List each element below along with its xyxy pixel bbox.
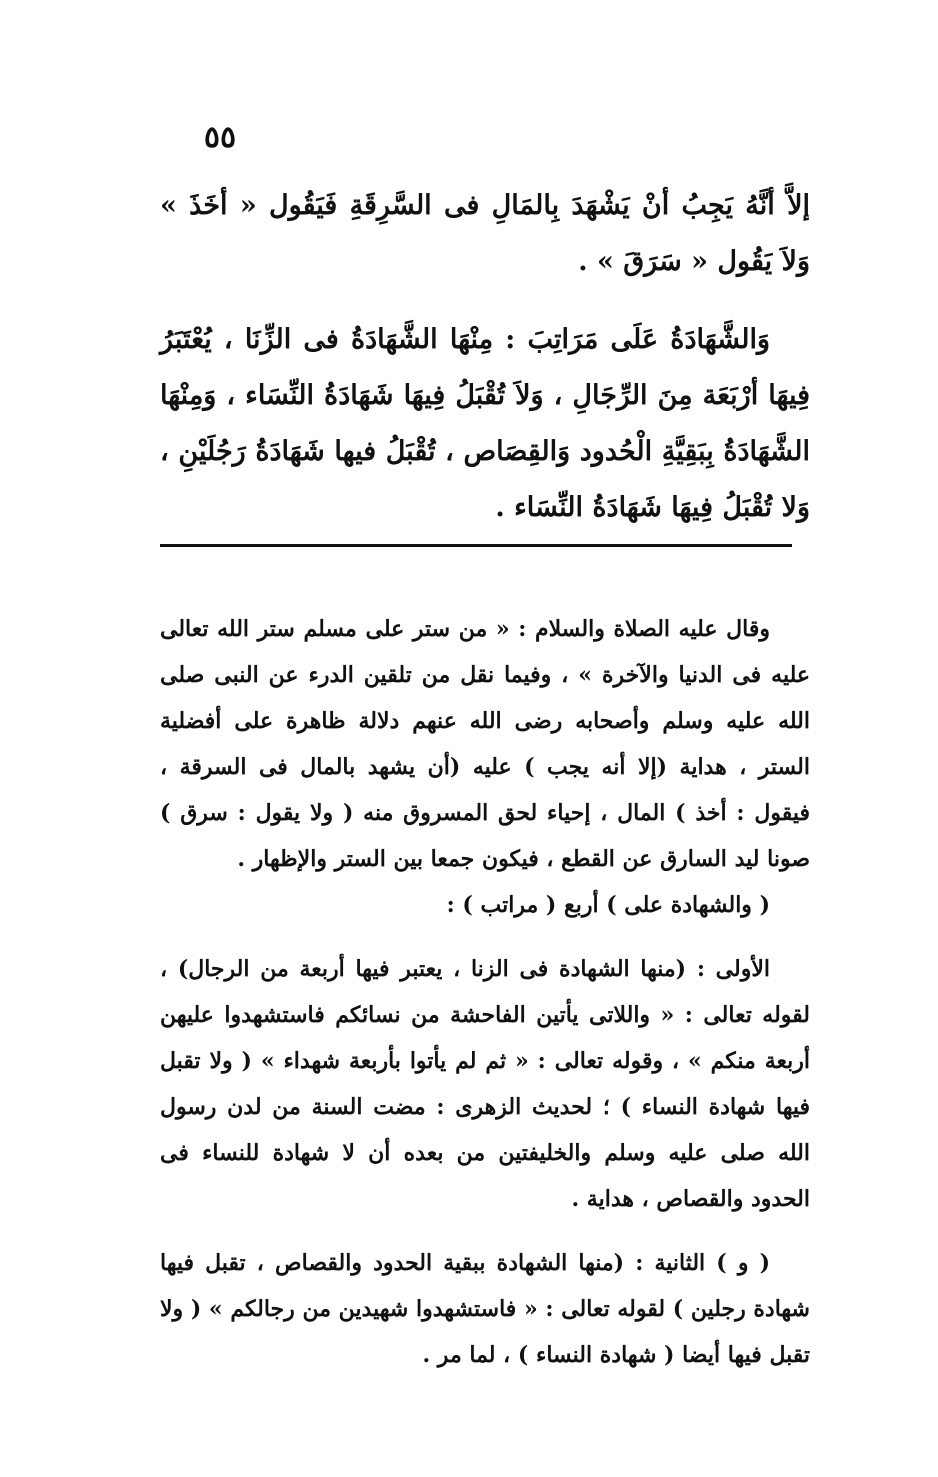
page-number: ٥٥ bbox=[203, 120, 237, 155]
commentary-paragraph-4: ( و ) الثانية : (منها الشهادة ببقية الحدود والقصاص ، تقبل فيها شهادة رجلين ) لقوله تعالى : « فاستشهدوا شهيدين من رجالكم » ( ولا تقبل فيها أيضا ( شهادة النساء ) ، لما مر . bbox=[160, 1250, 810, 1368]
commentary-block bbox=[160, 606, 810, 1378]
commentary-paragraph-2: ( والشهادة على ) أربع ( مراتب ) : bbox=[446, 892, 770, 918]
main-paragraph-2: وَالشَّهَادَةُ عَلَى مَرَاتِبَ : مِنْهَا الشَّهَادَةُ فى الزِّنَا ، يُعْتَبَرُ فِيهَا أرْبَعَة مِنَ الرِّجَالِ ، وَلاَ تُقْبَلُ فِيهَا شَهَادَةُ النِّسَاء ، وَمِنْهَا الشَّهَادَةُ بِبَقِيَّةِ الْحُدود وَالقِصَاص ، تُقْبَلُ فيها شَهَادَةُ رَجُلَيْنِ ، وَلا تُقْبَلُ فِيهَا شَهَادَةُ النِّسَاء . bbox=[160, 324, 810, 523]
commentary-paragraph-3: الأولى : (منها الشهادة فى الزنا ، يعتبر فيها أربعة من الرجال) ، لقوله تعالى : « واللاتى يأتين الفاحشة من نسائكم فاستشهدوا عليهن أربعة منكم » ، وقوله تعالى : « ثم لم يأتوا بأربعة شهداء » ( ولا تقبل فيها شهادة النساء ) ؛ لحديث الزهرى : مضت السنة من لدن رسول الله صلى عليه وسلم والخليفتين من بعده أن لا شهادة للنساء فى الحدود والقصاص ، هداية . bbox=[160, 956, 810, 1212]
commentary-paragraph-1: وقال عليه الصلاة والسلام : « من ستر على مسلم ستر الله تعالى عليه فى الدنيا والآخرة » ، وفيما نقل من تلقين الدرء عن النبى صلى الله عليه وسلم وأصحابه رضى الله عنهم دلالة ظاهرة على أفضلية الستر ، هداية (إلا أنه يجب ) عليه (أن يشهد بالمال فى السرقة ، فيقول : أخذ ) المال ، إحياء لحق المسروق منه ( ولا يقول : سرق ) صونا ليد السارق عن القطع ، فيكون جمعا بين الستر والإظهار . bbox=[160, 616, 810, 872]
section-divider bbox=[160, 544, 792, 547]
main-paragraph-1: إلاَّ أنَّهُ يَجِبُ أنْ يَشْهَدَ بِالمَالِ فى السَّرِقَةِ فَيَقُول « أخَذَ » وَلاَ يَقُول « سَرَقَ » . bbox=[160, 190, 810, 277]
main-text-block bbox=[160, 178, 810, 536]
